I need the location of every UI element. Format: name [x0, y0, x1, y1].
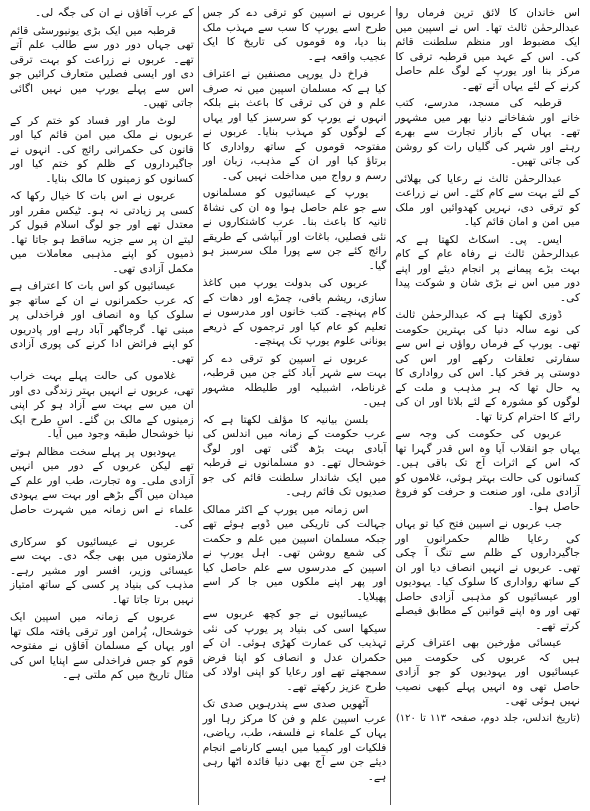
- paragraph: یورپ کے عیسائیوں کو مسلمانوں سے جو علم حاصل ہوا وہ ان کی نشاۃ ثانیہ کا باعث بنا۔ عرب کاشتکاروں نے نئی فصلیں، باغات اور آبپاشی کے طریقے رائج کئے جن سے پورا ملک سرسبز ہو گیا۔: [202, 187, 387, 272]
- paragraph: آٹھویں صدی سے پندرہویں صدی تک عرب اسپین علم و فن کا مرکز رہا اور یہاں کے علماء نے فلسفہ، طب، ریاضی، فلکیات اور کیمیا میں ایسے کارنامے انجام دیئے جن سے آج بھی دنیا فائدہ اٹھا رہی ہے۔: [202, 698, 387, 783]
- paragraph: عیسائیوں نے جو کچھ عربوں سے سیکھا اسی کی بنیاد پر یورپ کی نئی تہذیب کی عمارت کھڑی ہوئی۔ ان کے حکمران عدل و انصاف کو اپنا فرض سمجھتے تھے اور رعایا کو اپنی اولاد کی طرح عزیز رکھتے تھے۔: [202, 608, 387, 693]
- paragraph: عربوں نے عیسائیوں کو سرکاری ملازمتوں میں بھی جگہ دی۔ بہت سے عیسائی وزیر، افسر اور مشیر رہے۔ مذہب کی بنیاد پر کسی کے ساتھ امتیاز نہیں برتا جاتا تھا۔: [10, 535, 194, 606]
- paragraph: عربوں کے زمانہ میں اسپین ایک خوشحال، پُرامن اور ترقی یافتہ ملک تھا اور یہاں کے مسلمان آقاؤں نے مفتوحہ قوم کو جس فراخدلی سے اپنایا اس کی مثال تاریخ میں کم ملتی ہے۔: [10, 611, 194, 681]
- paragraph: جب عربوں نے اسپین فتح کیا تو یہاں کی رعایا ظالم حکمرانوں اور جاگیرداروں کے ظلم سے تنگ آ چکی تھی۔ عربوں نے انہیں انصاف دیا اور ان کے ساتھ رواداری کا سلوک کیا۔ یہودیوں اور عیسائیوں کو مذہبی آزادی حاصل تھی اور وہ اپنے قوانین کے مطابق فیصلے کرتے تھے۔: [395, 518, 580, 632]
- paragraph: عربوں نے اس بات کا خیال رکھا کہ کسی پر زیادتی نہ ہو۔ ٹیکس مقرر اور معتدل تھے اور جو لوگ اسلام قبول کر لیتے ان پر سے جزیہ ساقط ہو جاتا تھا۔ ذمیوں کو اپنے مذہبی معاملات میں مکمل آزادی تھی۔: [10, 190, 194, 275]
- citation: (تاریخ اندلس، جلد دوم، صفحہ ۱۱۳ تا ۱۲۰): [395, 712, 580, 724]
- text-columns: [6, 6, 584, 805]
- paragraph: عربوں نے اسپین کو ترقی دے کر جس طرح اسے یورپ کا سب سے مہذب ملک بنا دیا، وہ قوموں کی تاریخ کا ایک عجیب واقعہ ہے۔: [202, 7, 387, 63]
- paragraph: بلسن بیانیہ کا مؤلف لکھتا ہے کہ عرب حکومت کے زمانہ میں اندلس کی آبادی بہت بڑھ گئی تھی اور لوگ خوشحال تھے۔ دو مسلمانوں نے قرطبہ میں ایک شاندار سلطنت قائم کی جو صدیوں تک قائم رہی۔: [202, 413, 387, 498]
- column-middle: [199, 6, 392, 805]
- paragraph: کے عرب آقاؤں نے ان کی جگہ لی۔: [34, 7, 194, 19]
- column-right: [391, 6, 584, 805]
- paragraph: عربوں کی بدولت یورپ میں کاغذ سازی، ریشم بافی، چمڑے اور دھات کے کام پہنچے۔ کتب خانوں اور مدرسوں نے تعلیم کو عام کیا اور ترجموں کے ذریعے یونانی علوم یورپ تک پہنچے۔: [202, 277, 387, 347]
- column-left: [6, 6, 199, 805]
- paragraph: قرطبہ میں ایک بڑی یونیورسٹی قائم تھی جہاں دور دور سے طالب علم آتے تھے۔ عربوں نے زراعت کو بہت ترقی دی اور ایسی فصلیں متعارف کرائیں جو اس سے پہلے یورپ میں نہیں اگائی جاتی تھیں۔: [10, 24, 194, 109]
- paragraph: اس خاندان کا لائق ترین فرماں روا عبدالرحمٰن ثالث تھا۔ اس نے اسپین میں ایک مضبوط اور منظم سلطنت قائم کی۔ اس کے عہد میں قرطبہ ترقی کا مرکز بنا اور یورپ کے لوگ علم حاصل کرنے کے لئے یہاں آتے تھے۔: [395, 7, 580, 92]
- paragraph: یہودیوں پر پہلے سخت مظالم ہوتے تھے لیکن عربوں کے دور میں انہیں آزادی ملی۔ وہ تجارت، طب اور علم کے میدان میں آگے بڑھے اور بہت سے یہودی علماء نے اس زمانہ میں شہرت حاصل کی۔: [10, 445, 194, 530]
- paragraph: ایس۔ پی۔ اسکاٹ لکھتا ہے کہ عبدالرحمٰن ثالث نے رفاہ عام کے کام بہت بڑے پیمانے پر انجام دیئے اور اپنے دور میں اس نے بڑی شان و شوکت پیدا کی۔: [395, 233, 580, 304]
- paragraph: قرطبہ کی مسجد، مدرسے، کتب خانے اور شفاخانے دنیا بھر میں مشہور تھے۔ یہاں کے بازار تجارت سے بھرے رہتے اور شہر کی گلیاں رات کو روشن کی جاتی تھیں۔: [395, 97, 580, 167]
- paragraph: عیسائیوں کو اس بات کا اعتراف ہے کہ عرب حکمرانوں نے ان کے ساتھ جو سلوک کیا وہ انصاف اور فراخدلی پر مبنی تھا۔ گرجاگھر آباد رہے اور پادریوں کو اپنے فرائض ادا کرنے کی پوری آزادی تھی۔: [10, 280, 194, 365]
- paragraph: فراخ دل یورپی مصنفین نے اعتراف کیا ہے کہ مسلمان اسپین میں نہ صرف علم و فن کی ترقی کا باعث بنے بلکہ انہوں نے یورپ کو سرسبز کیا اور یہاں کے لوگوں کو مہذب بنایا۔ عربوں نے مفتوحہ قوموں کے ساتھ رواداری کا برتاؤ کیا اور ان کے مذہب، زبان اور رسم و رواج میں مداخلت نہیں کی۔: [202, 68, 387, 182]
- paragraph: غلاموں کی حالت پہلے بہت خراب تھی، عربوں نے انہیں بہتر زندگی دی اور ان میں سے بہت سے آزاد ہو کر اپنی زمینوں کے مالک بن گئے۔ اس طرح ایک نیا خوشحال طبقہ وجود میں آیا۔: [10, 370, 194, 440]
- paragraph: اس زمانہ میں یورپ کے اکثر ممالک جہالت کی تاریکی میں ڈوبے ہوئے تھے جبکہ مسلمان اسپین میں علم و حکمت کی شمع روشن تھی۔ اہل یورپ نے اسپین کے مدرسوں سے علم حاصل کیا اور پھر اپنے ملکوں میں جا کر اسے پھیلایا۔: [202, 503, 387, 603]
- paragraph: عیسائی مؤرخین بھی اعتراف کرتے ہیں کہ عربوں کی حکومت میں عیسائیوں اور یہودیوں کو جو آزادی حاصل تھی وہ انہیں پہلے کبھی نصیب نہیں ہوئی تھی۔: [395, 637, 580, 707]
- paragraph: عبدالرحمٰن ثالث نے رعایا کی بھلائی کے لئے بہت سے کام کئے۔ اس نے زراعت کو ترقی دی، نہریں کھدوائیں اور ملک میں امن و امان قائم کیا۔: [395, 172, 580, 228]
- paragraph: عربوں کی حکومت کی وجہ سے یہاں جو انقلاب آیا وہ اس قدر گہرا تھا کہ اس کے اثرات آج تک باقی ہیں۔ کسانوں کی حالت بہتر ہوئی، غلاموں کو آزادی ملی، اور صنعت و حرفت کو فروغ حاصل ہوا۔: [395, 428, 580, 513]
- paragraph: لوٹ مار اور فساد کو ختم کر کے عربوں نے ملک میں امن قائم کیا اور قانون کی حکمرانی رائج کی۔ انہوں نے جاگیرداروں کے ظلم کو ختم کیا اور کسانوں کو زمینوں کا مالک بنایا۔: [10, 114, 194, 185]
- paragraph: عربوں نے اسپین کو ترقی دے کر بہت سے شہر آباد کئے جن میں قرطبہ، غرناطہ، اشبیلیہ اور طلیطلہ مشہور ہیں۔: [202, 352, 387, 408]
- paragraph: ڈوزی لکھتا ہے کہ عبدالرحمٰن ثالث کی نوے سالہ دنیا کی بہترین حکومت تھی۔ یورپ کے فرماں رواؤں نے اس سے سفارتی تعلقات رکھے اور اس کی دوستی پر فخر کیا۔ اس کی رواداری کا یہ حال تھا کہ ہر مذہب و ملت کے لوگوں کو مشورہ کے لئے بلاتا اور ان کی رائے کا احترام کرتا تھا۔: [395, 309, 580, 423]
